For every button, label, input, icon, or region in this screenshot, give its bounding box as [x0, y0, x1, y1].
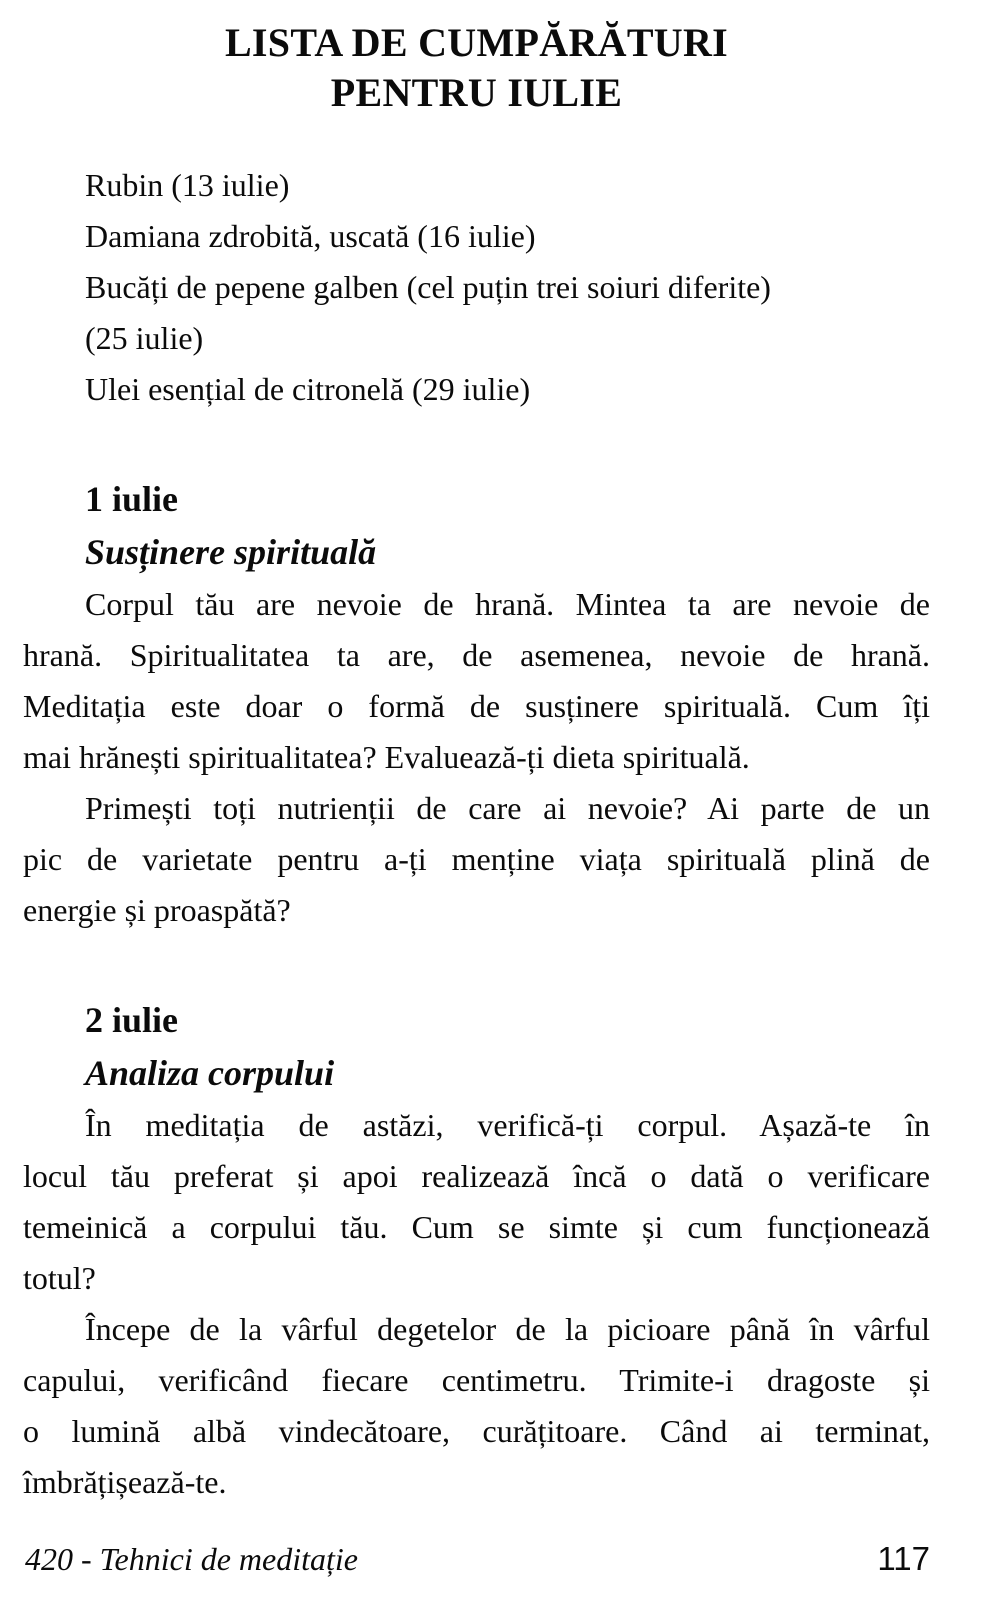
paragraph-line: În meditația de astăzi, verifică-ți corpul. Așază-te în	[85, 1107, 930, 1143]
footer-book-title: 420 - Tehnici de meditație	[25, 1541, 358, 1577]
paragraph-line: energie și proaspătă?	[23, 892, 291, 928]
section-1-iulie	[23, 473, 930, 936]
paragraph-line: Corpul tău are nevoie de hrană. Mintea ta are nevoie de	[85, 586, 930, 622]
paragraph-line: Primești toți nutrienții de care ai nevoie? Ai parte de un	[85, 790, 930, 826]
page-footer	[25, 1540, 930, 1578]
shopping-list-line: Damiana zdrobită, uscată (16 iulie)	[85, 218, 536, 254]
section-title: Susținere spirituală	[85, 532, 377, 572]
section-title: Analiza corpului	[85, 1053, 335, 1093]
date-heading: 1 iulie	[85, 479, 179, 519]
paragraph-line: Meditația este doar o formă de susținere spirituală. Cum îți	[23, 688, 930, 724]
shopping-list	[23, 160, 930, 415]
paragraph-line: totul?	[23, 1260, 96, 1296]
title-line-2: PENTRU IULIE	[330, 70, 623, 115]
paragraph-line: temeinică a corpului tău. Cum se simte și cum funcționează	[23, 1209, 930, 1245]
paragraph-line: mai hrănești spiritualitatea? Evaluează-ți dieta spirituală.	[23, 739, 750, 775]
section-2-iulie	[23, 994, 930, 1508]
date-heading: 2 iulie	[85, 1000, 179, 1040]
paragraph-line: Începe de la vârful degetelor de la picioare până în vârful	[85, 1311, 930, 1347]
paragraph	[23, 783, 930, 936]
paragraph-line: locul tău preferat și apoi realizează încă o dată o verificare	[23, 1158, 930, 1194]
paragraph-line: o lumină albă vindecătoare, curățitoare. Când ai terminat,	[23, 1413, 930, 1449]
page-title	[23, 18, 930, 118]
shopping-list-line: Ulei esențial de citronelă (29 iulie)	[85, 371, 531, 407]
paragraph-line: capului, verificând fiecare centimetru. Trimite-i dragoste și	[23, 1362, 930, 1398]
paragraph-line: pic de varietate pentru a-ți menține viața spirituală plină de	[23, 841, 930, 877]
shopping-list-line: Bucăți de pepene galben (cel puțin trei soiuri diferite)	[85, 269, 771, 305]
shopping-list-line: Rubin (13 iulie)	[85, 167, 290, 203]
page-number: 117	[877, 1540, 930, 1577]
title-line-1: LISTA DE CUMPĂRĂTURI	[224, 20, 729, 65]
shopping-list-line: (25 iulie)	[85, 320, 204, 356]
paragraph	[23, 1100, 930, 1304]
paragraph	[23, 579, 930, 783]
paragraph-line: hrană. Spiritualitatea ta are, de asemenea, nevoie de hrană.	[23, 637, 930, 673]
paragraph	[23, 1304, 930, 1508]
paragraph-line: îmbrățișează-te.	[23, 1464, 227, 1500]
